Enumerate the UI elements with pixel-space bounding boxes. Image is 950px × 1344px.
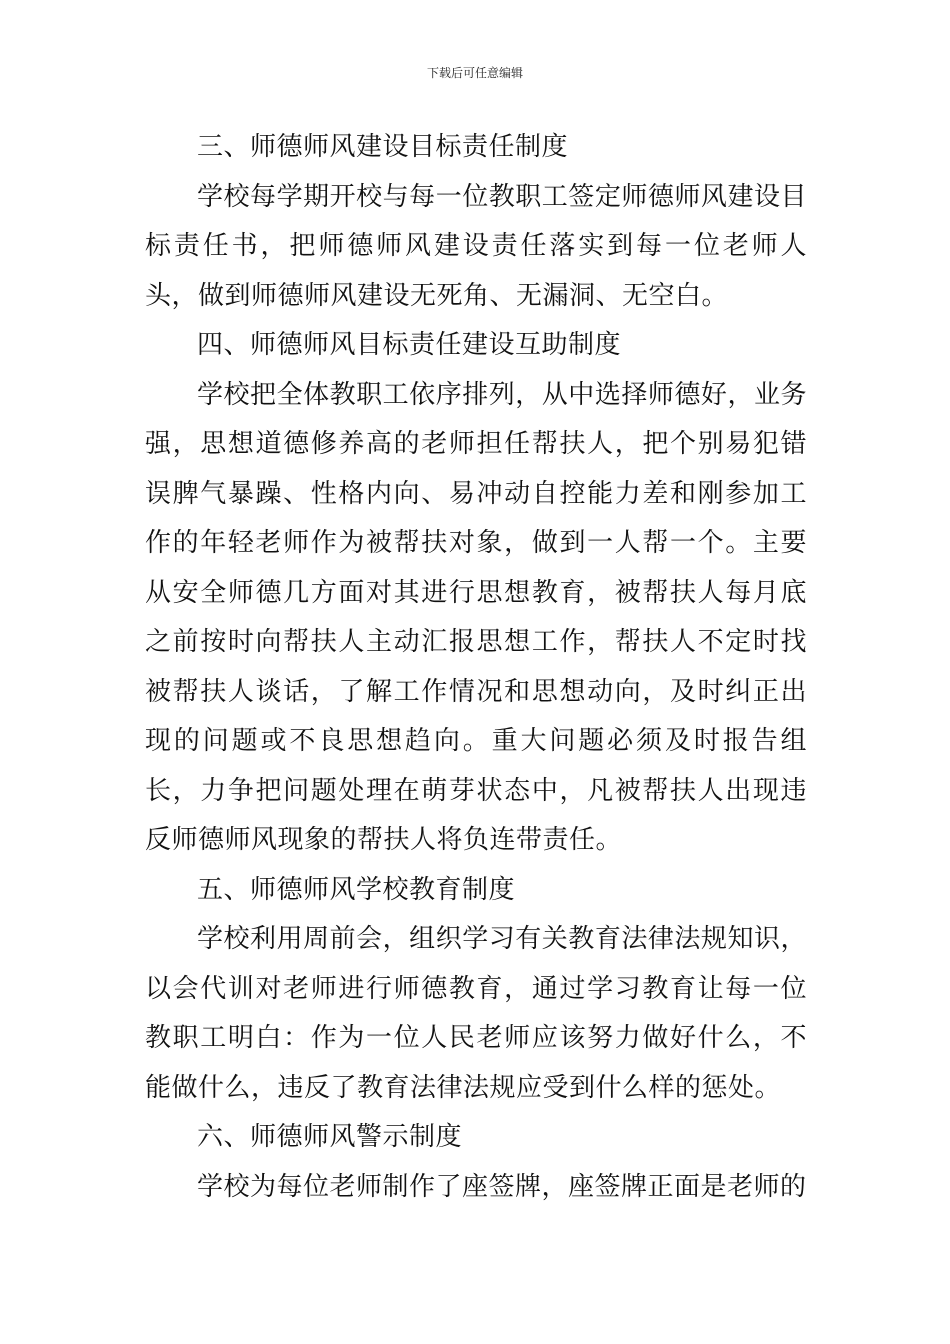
paragraph: 学校每学期开校与每一位教职工签定师德师风建设目标责任书，把师德师风建设责任落实到每一位老师人头，做到师德师风建设无死角、无漏洞、无空白。 xyxy=(145,181,807,311)
section-heading-3: 三、师德师风建设目标责任制度 xyxy=(197,132,569,162)
paragraph: 学校为每位老师制作了座签牌，座签牌正面是老师的 xyxy=(197,1171,807,1202)
section-heading-6: 六、师德师风警示制度 xyxy=(197,1122,463,1152)
page-header: 下载后可任意编辑 xyxy=(426,66,523,80)
section-heading-5: 五、师德师风学校教育制度 xyxy=(197,874,516,905)
paragraph: 学校利用周前会，组织学习有关教育法律法规知识，以会代训对老师进行师德教育，通过学习教育让每一位教职工明白：作为一位人民老师应该努力做好什么，不能做什么，违反了教育法律法规应受到什么样的惩处。 xyxy=(145,924,807,1103)
document-body xyxy=(145,123,807,1212)
section-heading-4: 四、师德师风目标责任建设互助制度 xyxy=(197,330,622,360)
paragraph: 学校把全体教职工依序排列，从中选择师德好，业务强，思想道德修养高的老师担任帮扶人，把个别易犯错误脾气暴躁、性格内向、易冲动自控能力差和刚参加工作的年轻老师作为被帮扶对象，做到一人帮一个。主要从安全师德几方面对其进行思想教育，被帮扶人每月底之前按时向帮扶人主动汇报思想工作，帮扶人不定时找被帮扶人谈话，了解工作情况和思想动向，及时纠正出现的问题或不良思想趋向。重大问题必须及时报告组长，力争把问题处理在萌芽状态中，凡被帮扶人出现违反师德师风现象的帮扶人将负连带责任。 xyxy=(145,379,807,855)
